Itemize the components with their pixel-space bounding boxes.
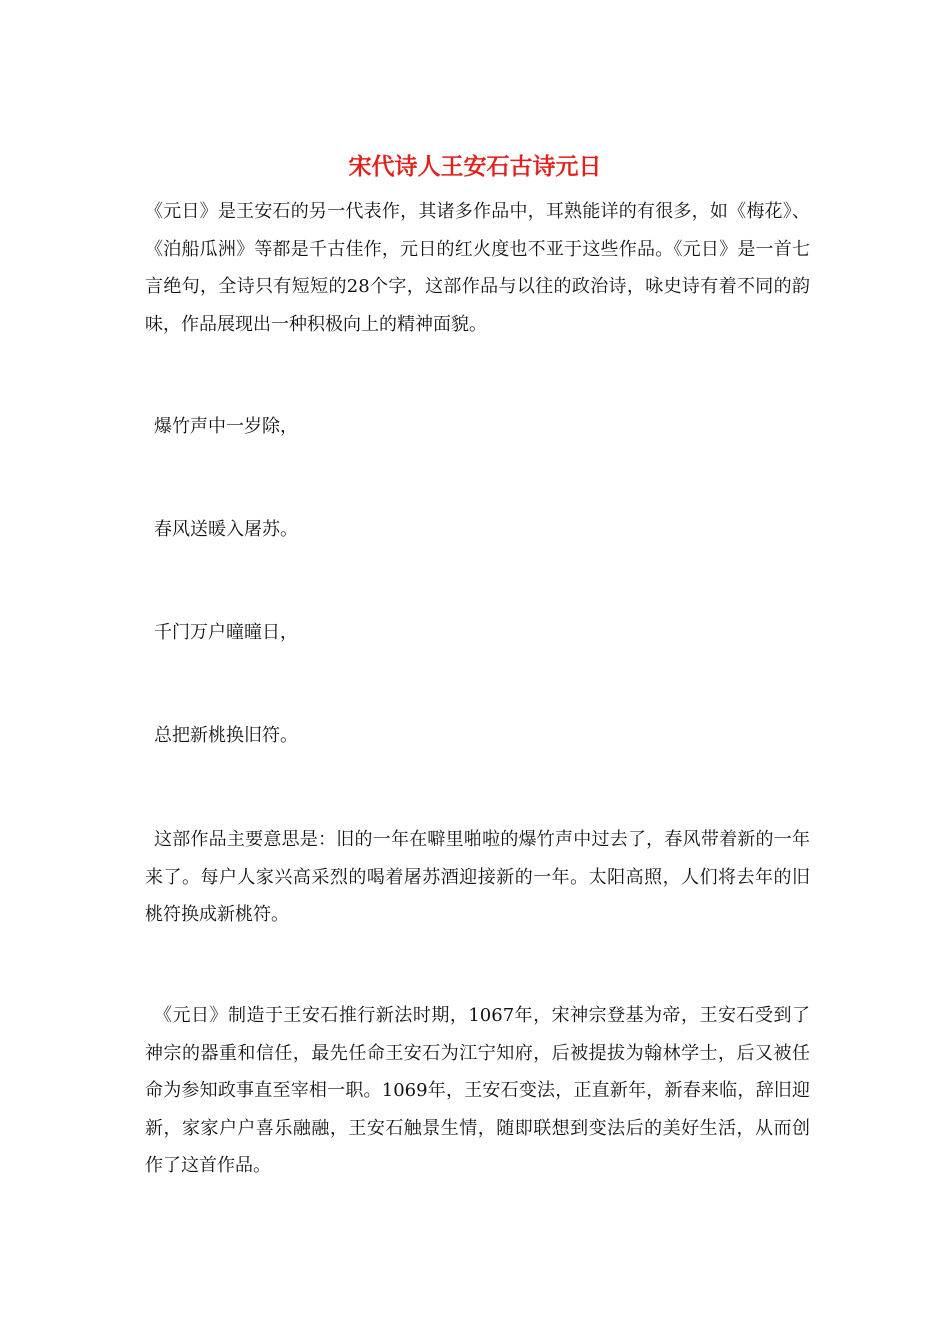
background-paragraph: 《元日》制造于王安石推行新法时期，1067年，宋神宗登基为帝，王安石受到了神宗的器重和信任，最先任命王安石为江宁知府，后被提拔为翰林学士，后又被任命为参知政事直至宰相一职。1069年，王安石变法，正直新年，新春来临，辞旧迎新，家家户户喜乐融融，王安石触景生情，随即联想到变法后的美好生活，从而创作了这首作品。: [145, 1005, 810, 1176]
poem-line-3: 千门万户曈曈日，: [154, 622, 298, 643]
intro-paragraph: 《元日》是王安石的另一代表作，其诸多作品中，耳熟能详的有很多，如《梅花》、《泊船瓜洲》等都是千古佳作，元日的红火度也不亚于这些作品。《元日》是一首七言绝句，全诗只有短短的28个字，这部作品与以往的政治诗，咏史诗有着不同的韵味，作品展现出一种积极向上的精神面貌。: [145, 201, 810, 335]
poem-line-1: 爆竹声中一岁除，: [154, 416, 298, 437]
meaning-paragraph: 这部作品主要意思是：旧的一年在噼里啪啦的爆竹声中过去了，春风带着新的一年来了。每户人家兴高采烈的喝着屠苏酒迎接新的一年。太阳高照，人们将去年的旧桃符换成新桃符。: [145, 829, 810, 925]
poem-line-2: 春风送暖入屠苏。: [154, 519, 298, 540]
page-title: 宋代诗人王安石古诗元日: [348, 154, 602, 180]
poem-line-4: 总把新桃换旧符。: [154, 725, 298, 746]
